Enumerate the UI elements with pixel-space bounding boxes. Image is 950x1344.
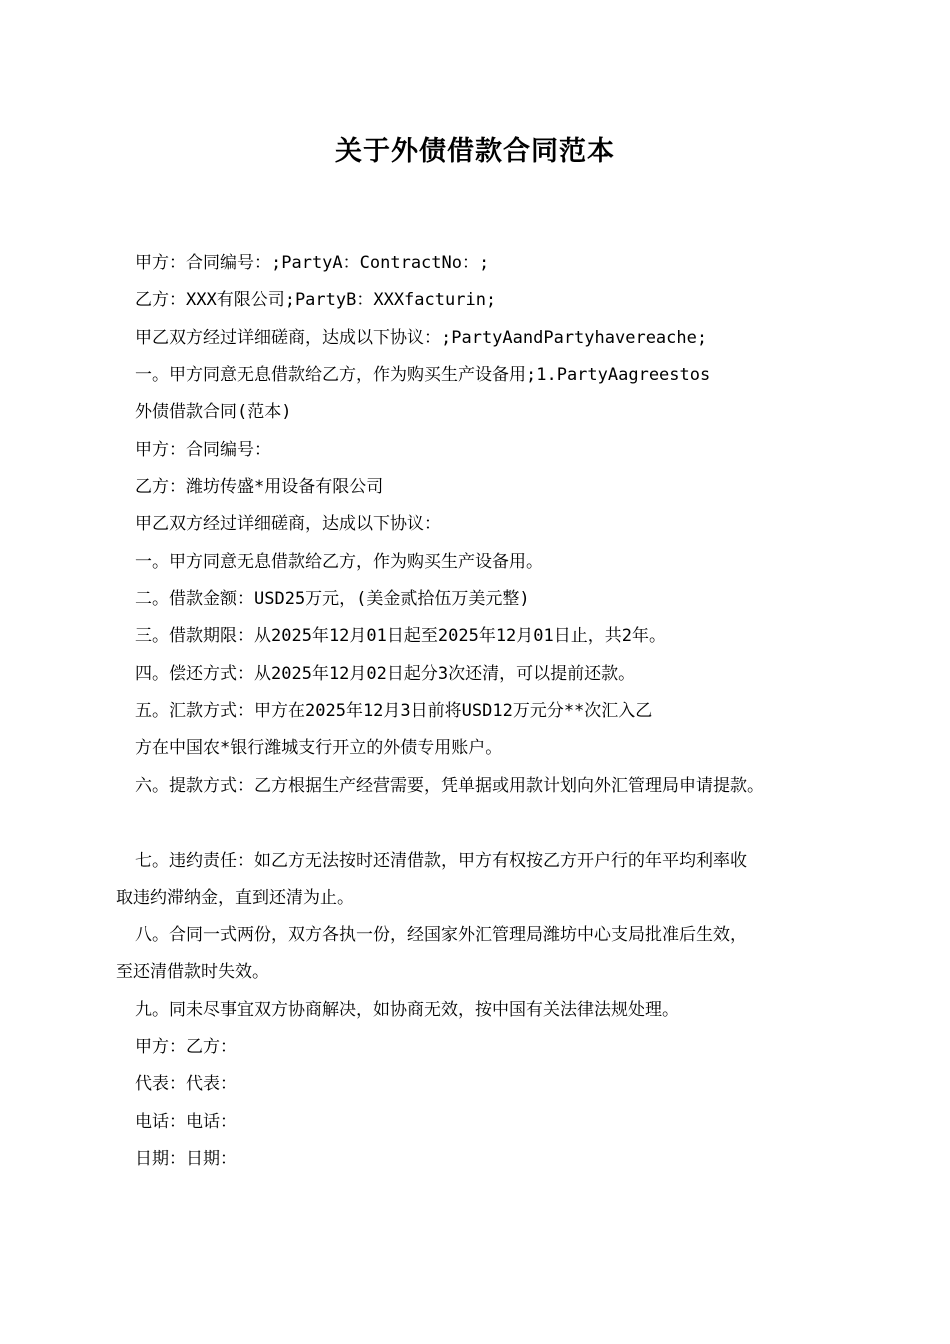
line-clause-3-term: 三。借款期限：从2025年12月01日起至2025年12月01日止，共2年。 (135, 626, 666, 646)
line-clause-9-disputes: 九。同未尽事宜双方协商解决，如协商无效，按中国有关法律法规处理。 (135, 1000, 679, 1020)
signature-parties: 甲方：乙方： (135, 1037, 237, 1057)
line-clause-1-bilingual: 一。甲方同意无息借款给乙方，作为购买生产设备用;1.PartyAagreestos (135, 365, 711, 385)
line-agreement-reached: 甲乙双方经过详细磋商，达成以下协议： (135, 514, 441, 534)
line-clause-8-copies: 八。合同一式两份，双方各执一份，经国家外汇管理局潍坊中心支局批准后生效， (135, 925, 747, 945)
document-title: 关于外债借款合同范本 (335, 136, 615, 167)
line-party-a: 甲方：合同编号： (135, 440, 271, 460)
line-party-a-contract-no: 甲方：合同编号：;PartyA：ContractNo：; (135, 253, 490, 273)
signature-dates: 日期：日期： (135, 1149, 237, 1169)
line-party-b-company: 乙方：XXX有限公司;PartyB：XXXfacturin; (135, 290, 497, 310)
line-clause-4-repayment: 四。偿还方式：从2025年12月02日起分3次还清，可以提前还款。 (135, 664, 636, 684)
line-agreement-intro: 甲乙双方经过详细磋商，达成以下协议：;PartyAandPartyhavereache; (135, 328, 708, 348)
line-clause-8-continued: 至还清借款时失效。 (116, 962, 269, 982)
line-party-b: 乙方：潍坊传盛*用设备有限公司 (135, 477, 384, 497)
line-clause-5-continued: 方在中国农*银行潍城支行开立的外债专用账户。 (135, 738, 503, 758)
line-clause-6-withdrawal: 六。提款方式：乙方根据生产经营需要，凭单据或用款计划向外汇管理局申请提款。 (135, 776, 764, 796)
signature-phones: 电话：电话： (135, 1112, 237, 1132)
line-clause-1: 一。甲方同意无息借款给乙方，作为购买生产设备用。 (135, 552, 543, 572)
signature-representatives: 代表：代表： (135, 1074, 237, 1094)
line-contract-heading: 外债借款合同(范本) (135, 402, 292, 422)
line-clause-7-breach: 七。违约责任：如乙方无法按时还清借款，甲方有权按乙方开户行的年平均利率收 (135, 851, 747, 871)
line-clause-7-continued: 取违约滞纳金，直到还清为止。 (116, 888, 354, 908)
line-clause-2-amount: 二。借款金额：USD25万元，(美金贰拾伍万美元整) (135, 589, 530, 609)
line-clause-5-remittance: 五。汇款方式：甲方在2025年12月3日前将USD12万元分**次汇入乙 (135, 701, 653, 721)
